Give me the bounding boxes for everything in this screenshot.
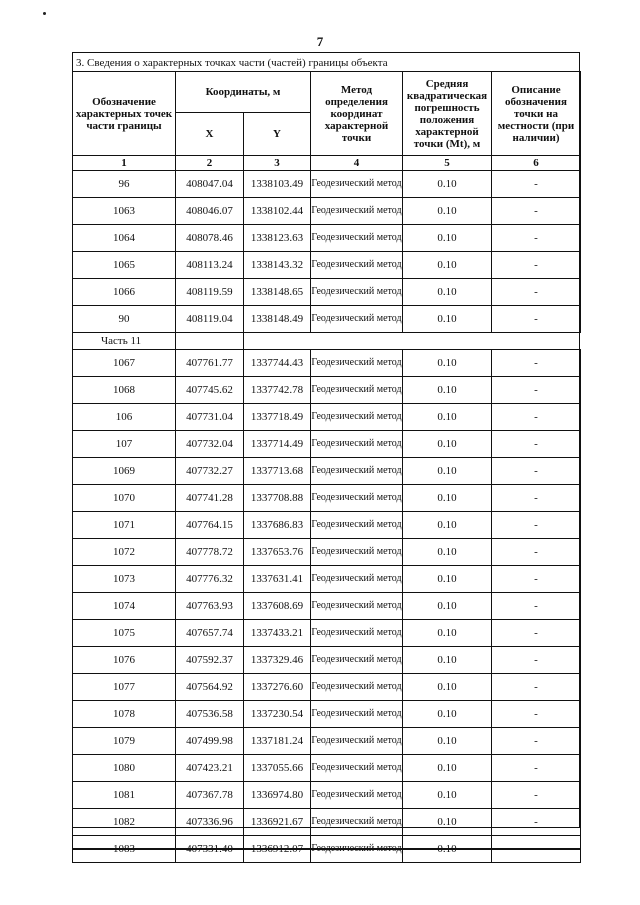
cell-accuracy: 0.10 xyxy=(403,171,492,198)
cell-accuracy: 0.10 xyxy=(403,306,492,333)
cell-point-id: 1081 xyxy=(73,782,176,809)
column-number: 6 xyxy=(492,156,581,171)
cell-x: 407331.40 xyxy=(176,836,244,863)
table-row xyxy=(73,306,581,333)
cell-description: - xyxy=(492,171,581,198)
table-row xyxy=(73,782,581,809)
cell-description: - xyxy=(492,198,581,225)
cell-point-id: 1069 xyxy=(73,458,176,485)
cell-y: 1337055.66 xyxy=(244,755,311,782)
cell-point-id: 1083 xyxy=(73,836,176,863)
cell-point-id: 1067 xyxy=(73,350,176,377)
cell-description: - xyxy=(492,431,581,458)
cell-description: - xyxy=(492,306,581,333)
cell-point-id: 1079 xyxy=(73,728,176,755)
column-number: 3 xyxy=(244,156,311,171)
table-row xyxy=(73,279,581,306)
cell-x: 408047.04 xyxy=(176,171,244,198)
cell-y: 1336974.80 xyxy=(244,782,311,809)
cell-method: Геодезический метод xyxy=(311,350,403,377)
cell-description: - xyxy=(492,485,581,512)
header-point-designation: Обозначение характерных точек части границы xyxy=(73,72,176,156)
cell-point-id: 1064 xyxy=(73,225,176,252)
cell-x: 407741.28 xyxy=(176,485,244,512)
cell-y: 1337631.41 xyxy=(244,566,311,593)
cell-accuracy: 0.10 xyxy=(403,701,492,728)
cell-description: - xyxy=(492,566,581,593)
cell-description: - xyxy=(492,512,581,539)
cell-method: Геодезический метод xyxy=(311,647,403,674)
cell-method: Геодезический метод xyxy=(311,279,403,306)
cell-method: Геодезический метод xyxy=(311,171,403,198)
cell-y: 1336912.07 xyxy=(244,836,311,863)
cell-accuracy: 0.10 xyxy=(403,836,492,863)
cell-method: Геодезический метод xyxy=(311,782,403,809)
cell-y: 1337718.49 xyxy=(244,404,311,431)
cell-point-id: 1063 xyxy=(73,198,176,225)
cell-x: 407731.04 xyxy=(176,404,244,431)
cell-y: 1337329.46 xyxy=(244,647,311,674)
cell-x: 407536.58 xyxy=(176,701,244,728)
column-number: 1 xyxy=(73,156,176,171)
cell-x: 407778.72 xyxy=(176,539,244,566)
cell-y: 1336921.67 xyxy=(244,809,311,836)
cell-method: Геодезический метод xyxy=(311,404,403,431)
cell-description: - xyxy=(492,279,581,306)
cell-y: 1338103.49 xyxy=(244,171,311,198)
cell-accuracy: 0.10 xyxy=(403,458,492,485)
cell-accuracy: 0.10 xyxy=(403,728,492,755)
table-row xyxy=(73,647,581,674)
column-number: 2 xyxy=(176,156,244,171)
cell-description: - xyxy=(492,404,581,431)
part-label: Часть 11 xyxy=(73,333,176,350)
cell-x: 407776.32 xyxy=(176,566,244,593)
cell-accuracy: 0.10 xyxy=(403,404,492,431)
cell-description: - xyxy=(492,458,581,485)
cell-description: - xyxy=(492,539,581,566)
cell-description: - xyxy=(492,593,581,620)
cell-y: 1338123.63 xyxy=(244,225,311,252)
cell-method: Геодезический метод xyxy=(311,755,403,782)
scan-dot xyxy=(43,12,46,15)
cell-y: 1338102.44 xyxy=(244,198,311,225)
cell-method: Геодезический метод xyxy=(311,431,403,458)
cell-x: 407732.04 xyxy=(176,431,244,458)
cell-point-id: 1068 xyxy=(73,377,176,404)
cell-method: Геодезический метод xyxy=(311,377,403,404)
cell-x: 407764.15 xyxy=(176,512,244,539)
cell-x: 407657.74 xyxy=(176,620,244,647)
cell-point-id: 1071 xyxy=(73,512,176,539)
column-number: 5 xyxy=(403,156,492,171)
table-row xyxy=(73,404,581,431)
table-row xyxy=(73,225,581,252)
cell-accuracy: 0.10 xyxy=(403,350,492,377)
table-row xyxy=(73,620,581,647)
cell-description: - xyxy=(492,674,581,701)
table-row xyxy=(73,755,581,782)
table-row xyxy=(73,171,581,198)
cell-method: Геодезический метод xyxy=(311,458,403,485)
cell-y: 1337713.68 xyxy=(244,458,311,485)
cell-point-id: 1074 xyxy=(73,593,176,620)
cell-x: 407763.93 xyxy=(176,593,244,620)
header-description: Описание обозначения точки на местности (при наличии) xyxy=(492,72,581,156)
cell-x: 407761.77 xyxy=(176,350,244,377)
cell-method: Геодезический метод xyxy=(311,836,403,863)
cell-x: 408046.07 xyxy=(176,198,244,225)
cell-x: 407732.27 xyxy=(176,458,244,485)
table-row xyxy=(73,728,581,755)
cell-description: - xyxy=(492,836,581,863)
cell-y: 1337744.43 xyxy=(244,350,311,377)
cell-x: 407499.98 xyxy=(176,728,244,755)
cell-method: Геодезический метод xyxy=(311,566,403,593)
cell-x: 408078.46 xyxy=(176,225,244,252)
cell-method: Геодезический метод xyxy=(311,252,403,279)
cell-y: 1338148.49 xyxy=(244,306,311,333)
cell-y: 1337714.49 xyxy=(244,431,311,458)
cell-description: - xyxy=(492,755,581,782)
header-method: Метод определения координат характерной точки xyxy=(311,72,403,156)
cell-y: 1337742.78 xyxy=(244,377,311,404)
cell-y: 1337653.76 xyxy=(244,539,311,566)
header-y: Y xyxy=(244,113,311,156)
table-body xyxy=(73,171,581,863)
cell-y: 1337276.60 xyxy=(244,674,311,701)
cell-point-id: 1076 xyxy=(73,647,176,674)
cell-method: Геодезический метод xyxy=(311,701,403,728)
cell-accuracy: 0.10 xyxy=(403,755,492,782)
cell-y: 1337708.88 xyxy=(244,485,311,512)
cell-point-id: 1082 xyxy=(73,809,176,836)
boundary-points-table xyxy=(72,71,581,863)
cell-method: Геодезический метод xyxy=(311,809,403,836)
table-row xyxy=(73,252,581,279)
cell-accuracy: 0.10 xyxy=(403,620,492,647)
cell-accuracy: 0.10 xyxy=(403,539,492,566)
cell-point-id: 1073 xyxy=(73,566,176,593)
empty-cell xyxy=(176,333,244,350)
empty-cell xyxy=(244,333,581,350)
cell-y: 1337433.21 xyxy=(244,620,311,647)
bottom-rule xyxy=(72,848,580,850)
cell-point-id: 1077 xyxy=(73,674,176,701)
cell-accuracy: 0.10 xyxy=(403,674,492,701)
cell-x: 407367.78 xyxy=(176,782,244,809)
table-row xyxy=(73,458,581,485)
table-row xyxy=(73,674,581,701)
header-accuracy: Средняя квадратическая погрешность положения характерной точки (Mt), м xyxy=(403,72,492,156)
cell-point-id: 1080 xyxy=(73,755,176,782)
cell-x: 407423.21 xyxy=(176,755,244,782)
cell-y: 1338143.32 xyxy=(244,252,311,279)
cell-method: Геодезический метод xyxy=(311,198,403,225)
cell-method: Геодезический метод xyxy=(311,512,403,539)
cell-x: 407336.96 xyxy=(176,809,244,836)
cell-point-id: 1065 xyxy=(73,252,176,279)
cell-method: Геодезический метод xyxy=(311,728,403,755)
cell-description: - xyxy=(492,252,581,279)
cell-x: 408113.24 xyxy=(176,252,244,279)
cell-description: - xyxy=(492,225,581,252)
table-row xyxy=(73,809,581,836)
cell-accuracy: 0.10 xyxy=(403,225,492,252)
cell-method: Геодезический метод xyxy=(311,620,403,647)
cell-accuracy: 0.10 xyxy=(403,647,492,674)
table-row xyxy=(73,566,581,593)
cell-method: Геодезический метод xyxy=(311,539,403,566)
cell-point-id: 1066 xyxy=(73,279,176,306)
cell-x: 407564.92 xyxy=(176,674,244,701)
cell-method: Геодезический метод xyxy=(311,306,403,333)
cell-accuracy: 0.10 xyxy=(403,431,492,458)
table-row xyxy=(73,198,581,225)
cell-accuracy: 0.10 xyxy=(403,485,492,512)
cell-y: 1338148.65 xyxy=(244,279,311,306)
cell-description: - xyxy=(492,647,581,674)
cell-point-id: 1075 xyxy=(73,620,176,647)
table-row xyxy=(73,350,581,377)
column-number: 4 xyxy=(311,156,403,171)
table-row xyxy=(73,593,581,620)
cell-point-id: 106 xyxy=(73,404,176,431)
cell-x: 408119.59 xyxy=(176,279,244,306)
cell-point-id: 90 xyxy=(73,306,176,333)
page-number: 7 xyxy=(316,34,324,49)
cell-point-id: 1078 xyxy=(73,701,176,728)
cell-accuracy: 0.10 xyxy=(403,198,492,225)
header-x: X xyxy=(176,113,244,156)
table-row xyxy=(73,485,581,512)
header-coordinates: Координаты, м xyxy=(176,72,311,113)
cell-description: - xyxy=(492,701,581,728)
part-header-row xyxy=(73,333,581,350)
cell-description: - xyxy=(492,782,581,809)
cell-accuracy: 0.10 xyxy=(403,782,492,809)
cell-description: - xyxy=(492,620,581,647)
cell-description: - xyxy=(492,809,581,836)
table-row xyxy=(73,539,581,566)
cell-y: 1337181.24 xyxy=(244,728,311,755)
cell-x: 407745.62 xyxy=(176,377,244,404)
cell-y: 1337686.83 xyxy=(244,512,311,539)
cell-accuracy: 0.10 xyxy=(403,279,492,306)
cell-method: Геодезический метод xyxy=(311,593,403,620)
cell-method: Геодезический метод xyxy=(311,485,403,512)
cell-x: 408119.04 xyxy=(176,306,244,333)
section-title: 3. Сведения о характерных точках части (частей) границы объекта xyxy=(76,57,388,69)
cell-y: 1337230.54 xyxy=(244,701,311,728)
cell-accuracy: 0.10 xyxy=(403,566,492,593)
cell-description: - xyxy=(492,350,581,377)
cell-accuracy: 0.10 xyxy=(403,377,492,404)
cell-method: Геодезический метод xyxy=(311,225,403,252)
cell-method: Геодезический метод xyxy=(311,674,403,701)
cell-point-id: 96 xyxy=(73,171,176,198)
cell-x: 407592.37 xyxy=(176,647,244,674)
cell-point-id: 107 xyxy=(73,431,176,458)
cell-accuracy: 0.10 xyxy=(403,593,492,620)
cell-accuracy: 0.10 xyxy=(403,512,492,539)
cell-point-id: 1072 xyxy=(73,539,176,566)
table-row xyxy=(73,512,581,539)
cell-description: - xyxy=(492,728,581,755)
cell-accuracy: 0.10 xyxy=(403,809,492,836)
table-row xyxy=(73,377,581,404)
cell-point-id: 1070 xyxy=(73,485,176,512)
cell-description: - xyxy=(492,377,581,404)
table-row xyxy=(73,701,581,728)
cell-accuracy: 0.10 xyxy=(403,252,492,279)
cell-y: 1337608.69 xyxy=(244,593,311,620)
table-row xyxy=(73,431,581,458)
